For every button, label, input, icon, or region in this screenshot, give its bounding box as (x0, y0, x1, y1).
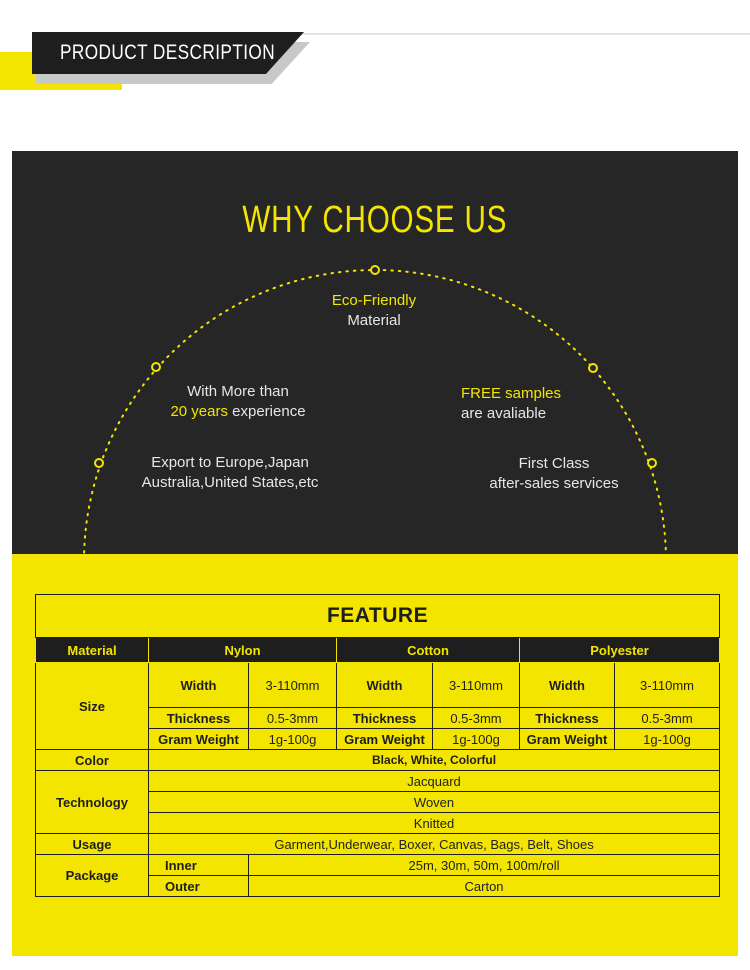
polyester-width-value: 3-110mm (615, 663, 720, 708)
package-outer-label: Outer (149, 876, 249, 897)
why-item-samples (461, 384, 587, 424)
polyester-gram-label: Gram Weight (520, 729, 615, 750)
color-label: Color (36, 750, 149, 771)
why-choose-us-section (12, 151, 738, 554)
technology-jacquard: Jacquard (149, 771, 720, 792)
nylon-gram-value: 1g-100g (249, 729, 337, 750)
why-item-eco (274, 291, 474, 331)
header-nylon: Nylon (149, 638, 337, 663)
header-cotton: Cotton (337, 638, 520, 663)
usage-value: Garment,Underwear, Boxer, Canvas, Bags, Belt, Shoes (149, 834, 720, 855)
cotton-width-value: 3-110mm (433, 663, 520, 708)
package-inner-value: 25m, 30m, 50m, 100m/roll (249, 855, 720, 876)
why-item-aftersales-line2: after-sales services (489, 475, 619, 492)
why-item-aftersales (468, 454, 640, 494)
why-item-export (114, 453, 346, 493)
why-item-aftersales-line1: First Class (518, 455, 590, 472)
arc-node-top (371, 266, 379, 274)
polyester-gram-value: 1g-100g (615, 729, 720, 750)
nylon-width-value: 3-110mm (249, 663, 337, 708)
why-item-samples-line2: are avaliable (461, 405, 547, 422)
cotton-thickness-label: Thickness (337, 708, 433, 729)
why-item-export-line2: Australia,United States,etc (141, 474, 319, 491)
nylon-width-label: Width (149, 663, 249, 708)
nylon-thickness-value: 0.5-3mm (249, 708, 337, 729)
cotton-width-label: Width (337, 663, 433, 708)
color-value: Black, White, Colorful (149, 750, 720, 771)
nylon-thickness-label: Thickness (149, 708, 249, 729)
technology-label: Technology (36, 771, 149, 834)
page-title: PRODUCT DESCRIPTION (60, 41, 276, 64)
technology-woven: Woven (149, 792, 720, 813)
why-title: WHY CHOOSE US (242, 199, 508, 241)
package-inner-label: Inner (149, 855, 249, 876)
arc-node-lower-right (648, 459, 656, 467)
arc-node-lower-left (95, 459, 103, 467)
header-divider-line (270, 33, 750, 35)
header-polyester: Polyester (520, 638, 720, 663)
why-item-experience-highlight: 20 years (170, 403, 228, 420)
polyester-thickness-label: Thickness (520, 708, 615, 729)
package-label: Package (36, 855, 149, 897)
size-label: Size (36, 663, 149, 750)
why-item-eco-line1: Eco-Friendly (331, 292, 417, 309)
feature-title: FEATURE (36, 595, 720, 638)
cotton-gram-label: Gram Weight (337, 729, 433, 750)
feature-table (35, 594, 720, 897)
cotton-thickness-value: 0.5-3mm (433, 708, 520, 729)
technology-knitted: Knitted (149, 813, 720, 834)
polyester-width-label: Width (520, 663, 615, 708)
cotton-gram-value: 1g-100g (433, 729, 520, 750)
arc-node-upper-right (589, 364, 597, 372)
polyester-thickness-value: 0.5-3mm (615, 708, 720, 729)
package-outer-value: Carton (249, 876, 720, 897)
why-item-export-line1: Export to Europe,Japan (151, 454, 309, 471)
why-item-samples-line1: FREE samples (461, 385, 562, 402)
arc-node-upper-left (152, 363, 160, 371)
why-item-experience-line1: With More than (187, 383, 289, 400)
header-material: Material (36, 638, 149, 663)
why-item-experience (138, 382, 338, 422)
why-item-experience-line2 (138, 402, 338, 422)
nylon-gram-label: Gram Weight (149, 729, 249, 750)
usage-label: Usage (36, 834, 149, 855)
why-item-experience-rest: experience (227, 403, 306, 420)
why-item-eco-line2: Material (347, 312, 401, 329)
